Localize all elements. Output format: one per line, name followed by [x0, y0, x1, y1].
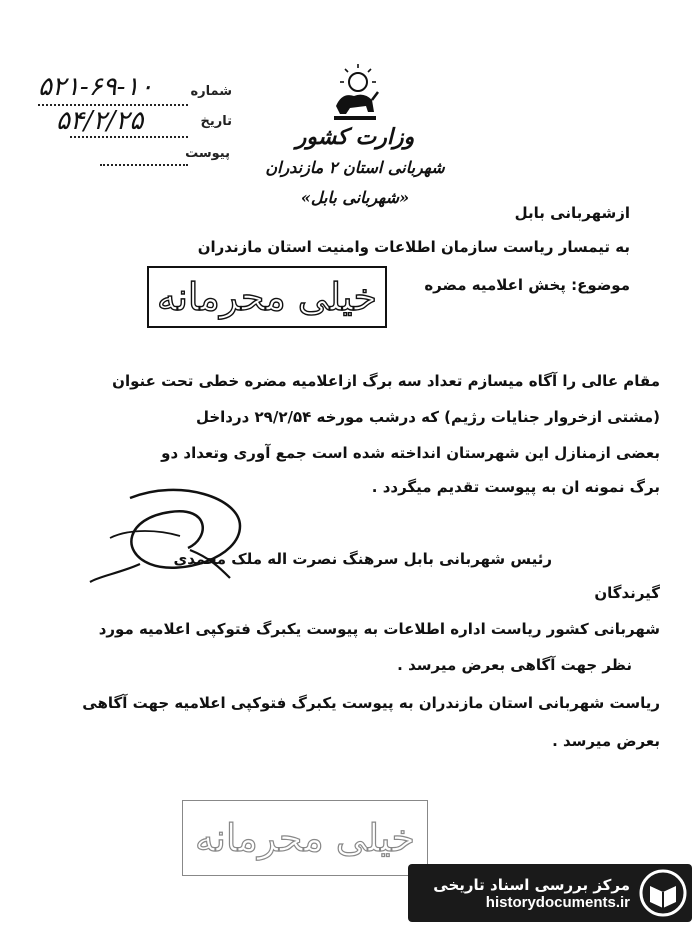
cc-line-1: شهربانی کشور ریاست اداره اطلاعات به پیوست یکبرگ فتوکپی اعلامیه مورد [98, 620, 660, 638]
classification-stamp: خیلی محرمانه [147, 266, 387, 328]
handwritten-signature [70, 478, 270, 588]
body-line-3: بعضی ازمنازل این شهرستان انداخته شده است جمع آوری وتعداد دو [161, 444, 660, 462]
recipient-line: به تیمسار ریاست سازمان اطلاعات وامنیت استان مازندران [197, 238, 630, 256]
lion-and-sun-emblem [328, 62, 382, 122]
attachment-underline [100, 162, 188, 166]
body-line-1: مقام عالی را آگاه میسازم تعداد سه برگ ازاعلامیه مضره خطی تحت عنوان [112, 372, 660, 390]
province-police: شهربانی استان ۲ مازندران [265, 158, 445, 177]
body-line-2: (مشتی ازخروار جنایات رژیم) که درشب مورخه ۲۹/۲/۵۴ درداخل [195, 408, 660, 426]
classification-stamp-lower: خیلی محرمانه [182, 800, 428, 876]
open-book-logo-icon [638, 868, 688, 918]
sender-line: ازشهربانی بابل [514, 204, 630, 222]
body-line-4: برگ نمونه ان به پیوست تقدیم میگردد . [371, 478, 660, 496]
cc-heading: گیرندگان [594, 584, 660, 602]
watermark-title: مرکز بررسی اسناد تاریخی [433, 875, 630, 894]
number-label: شماره [190, 84, 232, 99]
attachment-label: پیوست [185, 146, 230, 161]
date-label: تاریخ [200, 114, 232, 129]
cc-line-4: بعرض میرسد . [552, 732, 660, 750]
watermark-url: historydocuments.ir [485, 893, 630, 911]
city-police: «شهربانی بابل» [300, 188, 410, 207]
letter-date: ۵۴/۲/۲۵ [56, 106, 144, 136]
archive-watermark [408, 864, 692, 922]
letter-number: ۵۲۱-۶۹-۱۰ [38, 72, 154, 102]
cc-line-3: ریاست شهربانی استان مازندران به پیوست یکبرگ فتوکپی اعلامیه جهت آگاهی [82, 694, 660, 712]
signatory-line: رئیس شهربانی بابل سرهنگ نصرت اله ملک محمدی [173, 550, 552, 568]
subject-line: موضوع: پخش اعلامیه مضره [424, 276, 630, 294]
cc-line-2: نظر جهت آگاهی بعرض میرسد . [397, 656, 632, 674]
ministry-title: وزارت کشور [295, 124, 415, 150]
